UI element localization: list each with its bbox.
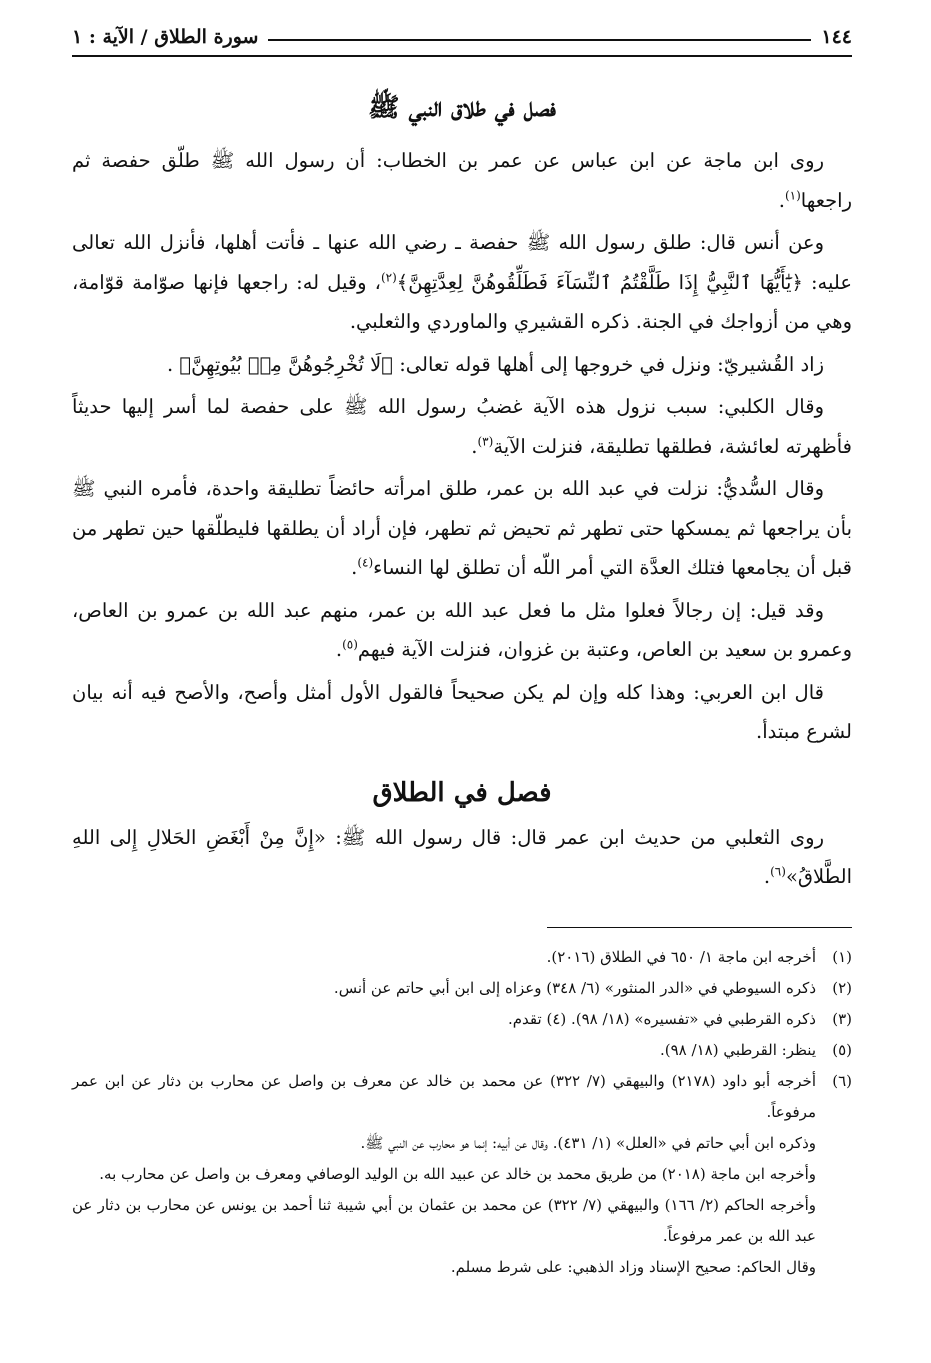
running-title: سورة الطلاق / الآية : ١ [72, 26, 259, 48]
paragraph: روى الثعلبي من حديث ابن عمر قال: قال رسول الله ﷺ: «إِنَّ مِنْ أَبْغَضِ الحَلالِ إِلى اللهِ الطَّلاقُ»$^{(٦)}$. [72, 825, 852, 888]
paragraph: وعن أنس قال: طلق رسول الله ﷺ حفصة ـ رضي الله عنها ـ فأتت أهلها، فأنزل الله تعالى عليه: ﴿يَٰٓأَيُّهَا ٱلنَّبِيُّ إِذَا طَلَّقْتُمُ ٱلنِّسَآءَ فَطَلِّقُوهُنَّ لِعِدَّتِهِنَّ﴾$^{(٢)}$، وقيل له: راجعها فإنها صوّامة قوّامة، وهي من أزواجك في الجنة. ذكره القشيري والماوردي والثعلبي. [72, 231, 852, 333]
page-number: ١٤٤ [821, 26, 852, 48]
paragraph: زاد القُشيريّ: ونزل في خروجها إلى أهلها قوله تعالى: ﴿لَا تُخْرِجُوهُنَّ مِنۢ بُيُوتِهِنَّ﴾ . [166, 352, 824, 376]
section-body [72, 818, 852, 897]
paragraph: وقال السُّديُّ: نزلت في عبد الله بن عمر، طلق امرأته حائضاً تطليقة واحدة، فأمره النبي ﷺ بأن يراجعها ثم يمسكها حتى تطهر ثم تحيض ثم تطهر، فإن أراد أن يطلقها فليطلّقها حين تطهر من قبل أن يجامعها فتلك العدَّة التي أمر اللّه أن تطلق لها النساء$^{(٤)}$. [72, 477, 852, 579]
section-heading: فصل في الطلاق [372, 777, 552, 808]
header-divider [72, 55, 852, 57]
footnote-text: أخرجه ابن ماجة ١/ ٦٥٠ في الطلاق (٢٠١٦). [546, 947, 816, 966]
footnote [72, 1004, 852, 1035]
footnote-ref[interactable]: (٦) [770, 864, 786, 879]
page [72, 28, 852, 1283]
footnote-number: (٢) [832, 978, 852, 997]
footnote-ref[interactable]: (٥) [342, 637, 358, 652]
running-header [72, 28, 852, 47]
footnote-number: (٥) [832, 1040, 852, 1059]
footnote [72, 1035, 852, 1066]
footnote-ref[interactable]: (٤) [357, 555, 374, 570]
footnote [72, 1066, 852, 1128]
paragraph: روى ابن ماجة عن ابن عباس عن عمر بن الخطاب: أن رسول الله ﷺ طلّق حفصة ثم راجعها$^{(١)}$. [72, 149, 852, 212]
footnote-ref[interactable]: (٣) [477, 434, 494, 448]
footnote-continuation: وأخرجه الحاكم (٢/ ١٦٦) والبيهقي (٧/ ٣٢٢) عن محمد بن عثمان بن أبي شيبة ثنا أحمد بن يونس عن محارب بن دثار عن عبد الله بن عمر مرفوعاً. [72, 1195, 816, 1245]
footnote-ref[interactable]: (٢) [380, 270, 397, 284]
footnote-text: ذكره السيوطي في «الدر المنثور» (٦/ ٣٤٨) وعزاه إلى ابن أبي حاتم عن أنس. [333, 978, 816, 997]
footnote-continuation: وأخرجه ابن ماجة (٢٠١٨) من طريق محمد بن خالد عن عبيد الله بن الوليد الوصافي ومعرف بن واصل عن محارب به. [99, 1164, 816, 1183]
footnotes [72, 942, 852, 1283]
footnote-text: ذكره القرطبي في «تفسيره» (١٨/ ٩٨). (٤) تقدم. [508, 1009, 816, 1028]
footnote [72, 973, 852, 1004]
section-body [72, 141, 852, 752]
footnote [72, 942, 852, 973]
footnote-ref[interactable]: (١) [784, 188, 801, 202]
footnote-text: ينظر: القرطبي (١٨/ ٩٨). [660, 1040, 816, 1059]
footnote-divider [547, 927, 852, 928]
footnote-number: (٣) [832, 1009, 852, 1028]
paragraph: وقال الكلبي: سبب نزول هذه الآية غضبُ رسول الله ﷺ على حفصة لما أسر إليها حديثاً فأظهرته لعائشة، فطلقها تطليقة، فنزلت الآية$^{(٣)}$. [72, 395, 852, 458]
footnote-continuation: وذكره ابن أبي حاتم في «العلل» (١/ ٤٣١). وقال عن أبيه: إنما هو محارب عن النبي ﷺ. [360, 1133, 816, 1152]
section-heading: فصل في طلاق النبي ﷺ [368, 93, 556, 123]
paragraph: قال ابن العربي: وهذا كله وإن لم يكن صحيحاً فالقول الأول أمثل وأصح، والأصح فيه أنه بيان لشرع مبتدأ. [72, 680, 852, 743]
footnote-number: (١) [832, 947, 852, 966]
footnote-text: أخرجه أبو داود (٢١٧٨) والبيهقي (٧/ ٣٢٢) عن محمد بن خالد عن معرف بن واصل عن محارب بن دثار عن ابن عمر مرفوعاً. [72, 1071, 816, 1121]
footnote-number: (٦) [832, 1071, 852, 1090]
header-rule [268, 39, 811, 41]
footnote-continuation: وقال الحاكم: صحيح الإسناد وزاد الذهبي: على شرط مسلم. [450, 1257, 816, 1276]
paragraph: وقد قيل: إن رجالاً فعلوا مثل ما فعل عبد الله بن عمر، منهم عبد الله بن عمرو بن العاص، وعمرو بن سعيد بن العاص، وعتبة بن غزوان، فنزلت الآية فيهم$^{(٥)}$. [72, 598, 852, 661]
